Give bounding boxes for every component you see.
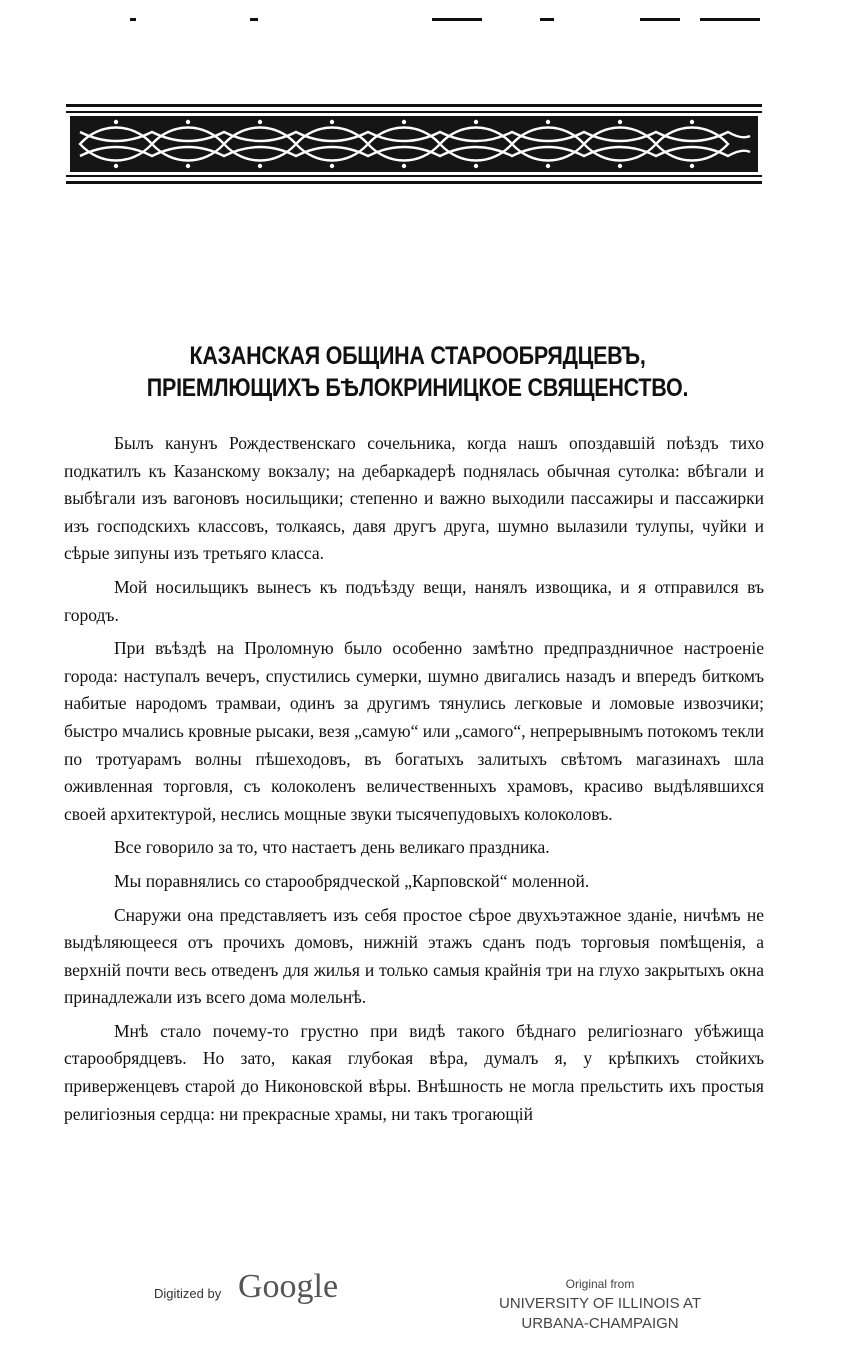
original-from-label: Original from bbox=[565, 1277, 635, 1291]
paragraph: Былъ канунъ Рождественскаго сочельника, когда нашъ опоздавшій поѣздъ тихо подкатилъ къ Казанскому вокзалу; на дебаркадерѣ поднялась обычная сутолка: вбѣгали и выбѣгали изъ вагоновъ носильщики; степенно и важно выходили пассажиры и пассажирки изъ господскихъ классовъ, толкаясь, давя другъ друга, шумно вылазили тулупы, чуйки и сѣрые зипуны изъ третьяго класса. bbox=[64, 433, 764, 564]
scan-edge-marks bbox=[0, 14, 851, 24]
paragraph: Мой носильщикъ вынесъ къ подъѣзду вещи, нанялъ извощика, и я отправился въ городъ. bbox=[64, 576, 764, 625]
body-text bbox=[64, 430, 764, 1134]
paragraph: При въѣздѣ на Проломную было особенно замѣтно предпраздничное настроеніе города: наступалъ вечеръ, спустились сумерки, шумно двигались назадъ и впередъ биткомъ набитые народомъ трамваи, одинъ за другимъ тянулись легковые и ломовые извозчики; быстро мчались кровные рысаки, везя „самую“ или „самого“, непрерывнымъ потокомъ текли по тротуарамъ волны пѣшеходовъ, въ богатыхъ залитыхъ свѣтомъ магазинахъ шла оживленная торговля, съ колоколенъ величественныхъ храмовъ, красиво выдѣлявшихся своей архитектурой, неслись мощные звуки тысячепудовыхъ колоколовъ. bbox=[64, 638, 764, 824]
digitized-by-label: Digitized by bbox=[154, 1286, 222, 1301]
paragraph: Все говорило за то, что настаетъ день великаго праздника. bbox=[114, 837, 550, 858]
scan-footer bbox=[0, 1270, 851, 1350]
original-source-label bbox=[490, 1274, 710, 1334]
chapter-title: КАЗАНСКАЯ ОБЩИНА СТАРООБРЯДЦЕВЪ, ПРІЕМЛЮЩИХЪ БѢЛОКРИНИЦКОЕ СВЯЩЕНСТВО. bbox=[146, 342, 689, 402]
library-name-line2: URBANA-CHAMPAIGN bbox=[521, 1315, 679, 1332]
paragraph: Снаружи она представляетъ изъ себя простое сѣрое двухъэтажное зданіе, ничѣмъ не выдѣляющееся отъ прочихъ домовъ, нижній этажъ сданъ подъ торговыя помѣщенія, а верхній почти весь отведенъ для жилья и только самыя крайнія три на глухо закрытыхъ окна принадлежали изъ всего дома молельнѣ. bbox=[64, 904, 764, 1008]
google-logo: Google bbox=[238, 1268, 339, 1305]
decorative-headpiece-ornament bbox=[66, 102, 762, 186]
library-name-line1: UNIVERSITY OF ILLINOIS AT bbox=[499, 1295, 701, 1312]
paragraph: Мнѣ стало почему-то грустно при видѣ такого бѣднаго религіознаго убѣжища старообрядцевъ. Но зато, какая глубокая вѣра, думалъ я, у крѣпкихъ стойкихъ приверженцевъ старой до Никоновской вѣры. Внѣшность не могла прельстить ихъ простыя религіозныя сердца: ни прекрасные храмы, ни такъ трогающій bbox=[64, 1020, 764, 1124]
paragraph: Мы поравнялись со старообрядческой „Карповской“ моленной. bbox=[114, 870, 590, 891]
